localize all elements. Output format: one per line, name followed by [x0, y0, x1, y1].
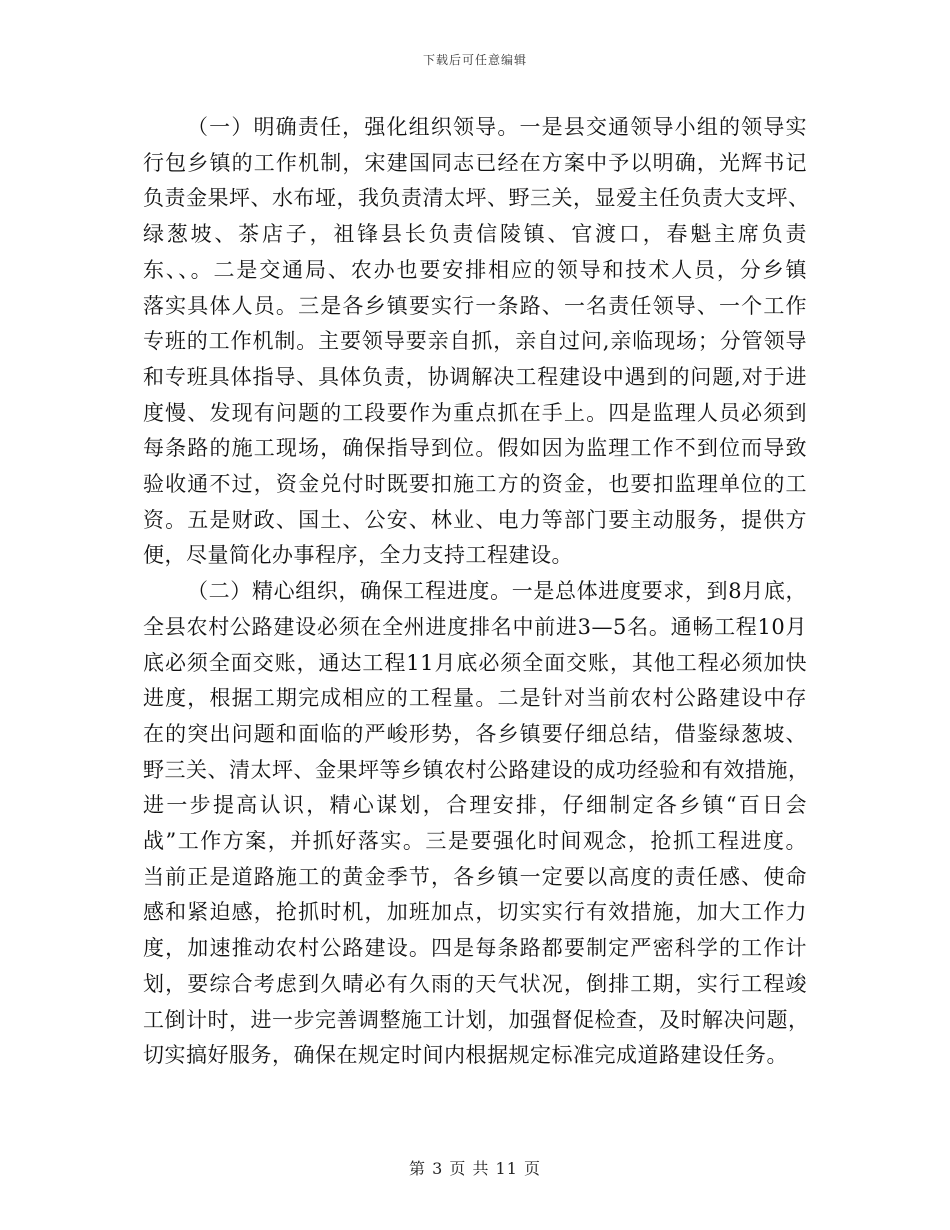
text-line: 验收通不过，资金兑付时既要扣施工方的资金，也要扣监理单位的工	[143, 472, 807, 497]
text-line: 底必须全面交账，通达工程11月底必须全面交账，其他工程必须加快	[143, 650, 807, 675]
text-line: 切实搞好服务，确保在规定时间内根据规定标准完成道路建设任务。	[143, 1043, 788, 1068]
paragraph-responsibility	[143, 110, 810, 574]
text-line: 野三关、清太坪、金果坪等乡镇农村公路建设的成功经验和有效措施，	[143, 757, 810, 782]
text-line: 度慢、发现有问题的工段要作为重点抓在手上。四是监理人员必须到	[143, 400, 807, 425]
text-line: 度，加速推动农村公路建设。四是每条路都要制定严密科学的工作计	[143, 936, 807, 961]
text-line: 在的突出问题和面临的严峻形势，各乡镇要仔细总结，借鉴绿葱坡、	[143, 721, 807, 746]
text-line: 负责金果坪、水布垭，我负责清太坪、野三关，显爱主任负责大支坪、	[143, 186, 810, 211]
text-line: 当前正是道路施工的黄金季节，各乡镇一定要以高度的责任感、使命	[143, 864, 807, 889]
document-body	[143, 110, 810, 1074]
text-line: 便，尽量简化办事程序，全力支持工程建设。	[143, 543, 573, 568]
text-line: 划，要综合考虑到久晴必有久雨的天气状况，倒排工期，实行工程竣	[143, 971, 807, 996]
text-line: 东、、。二是交通局、农办也要安排相应的领导和技术人员，分乡镇	[143, 257, 807, 282]
text-line: 进一步提高认识，精心谋划，合理安排，仔细制定各乡镇“百日会	[143, 793, 807, 818]
text-line: 资。五是财政、国土、公安、林业、电力等部门要主动服务，提供方	[143, 507, 807, 532]
page-header: 下载后可任意编辑	[422, 53, 527, 67]
text-line: （二）精心组织，确保工程进度。一是总体进度要求，到8月底，	[187, 579, 807, 604]
text-line: 落实具体人员。三是各乡镇要实行一条路、一名责任领导、一个工作	[143, 293, 807, 318]
text-line: 工倒计时，进一步完善调整施工计划，加强督促检查，及时解决问题，	[143, 1007, 810, 1032]
text-line: 和专班具体指导、具体负责，协调解决工程建设中遇到的问题,对于进	[143, 364, 807, 389]
text-line: 战”工作方案，并抓好落实。三是要强化时间观念，抢抓工程进度。	[143, 829, 807, 854]
text-line: 绿葱坡、茶店子，祖锋县长负责信陵镇、官渡口，春魁主席负责	[143, 222, 807, 247]
text-line: 行包乡镇的工作机制，宋建国同志已经在方案中予以明确，光辉书记	[143, 150, 807, 175]
text-line: 进度，根据工期完成相应的工程量。二是针对当前农村公路建设中存	[143, 686, 807, 711]
text-line: 专班的工作机制。主要领导要亲自抓，亲自过问,亲临现场；分管领导	[143, 329, 807, 354]
text-line: （一）明确责任，强化组织领导。一是县交通领导小组的领导实	[187, 115, 807, 139]
page-number: 第 3 页 共 11 页	[409, 1159, 541, 1178]
paragraph-progress	[143, 574, 810, 1074]
text-line: 感和紧迫感，抢抓时机，加班加点，切实实行有效措施，加大工作力	[143, 900, 807, 925]
text-line: 每条路的施工现场，确保指导到位。假如因为监理工作不到位而导致	[143, 436, 807, 461]
text-line: 全县农村公路建设必须在全州进度排名中前进3—5名。通畅工程10月	[143, 614, 807, 639]
